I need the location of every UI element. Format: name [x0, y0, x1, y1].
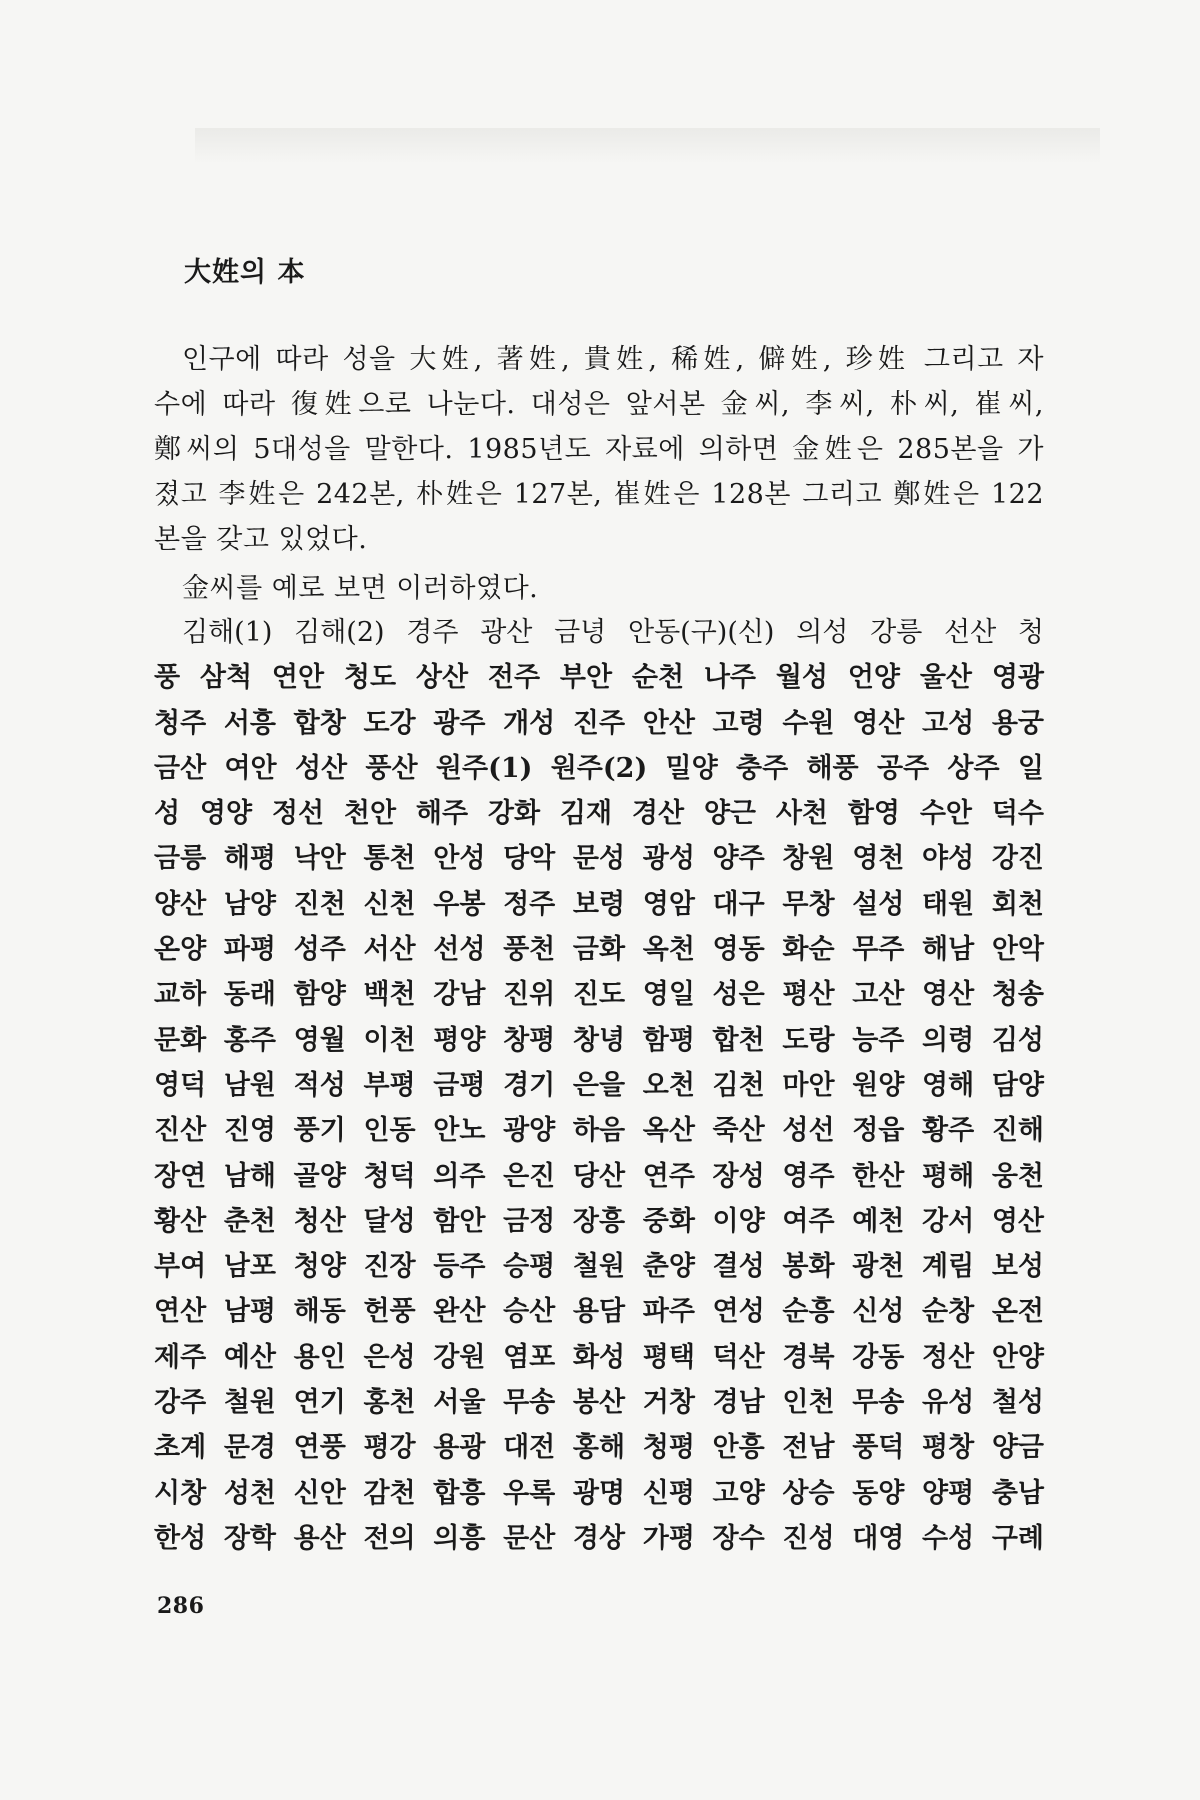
intro-paragraph — [154, 337, 1044, 611]
origin-list-line: 청주 서흥 합창 도강 광주 개성 진주 안산 고령 수원 영산 고성 용궁 — [154, 707, 1044, 739]
origin-list-line: 문화 홍주 영월 이천 평양 창평 창녕 함평 합천 도랑 능주 의령 김성 — [154, 1024, 1044, 1056]
origin-list-line: 황산 춘천 청산 달성 함안 금정 장흥 중화 이양 여주 예천 강서 영산 — [154, 1205, 1044, 1237]
scan-shadow — [195, 128, 1100, 164]
origin-list-line: 온양 파평 성주 서산 선성 풍천 금화 옥천 영동 화순 무주 해남 안악 — [154, 934, 1044, 966]
origin-list-line: 영덕 남원 적성 부평 금평 경기 은을 오천 김천 마안 원양 영해 담양 — [154, 1069, 1044, 1101]
origin-list-line: 부여 남포 청양 진장 등주 승평 철원 춘양 결성 봉화 광천 계림 보성 — [154, 1251, 1044, 1283]
origin-list-line: 제주 예산 용인 은성 강원 염포 화성 평택 덕산 경북 강동 정산 안양 — [154, 1341, 1044, 1373]
origin-list-line: 금릉 해평 낙안 통천 안성 당악 문성 광성 양주 창원 영천 야성 강진 — [154, 843, 1044, 875]
section-title: 大姓의 本 — [184, 257, 306, 288]
page-number: 286 — [157, 1593, 205, 1619]
origin-list-line: 성 영양 정선 천안 해주 강화 김재 경산 양근 사천 함영 수안 덕수 — [154, 798, 1044, 830]
example-intro-line: 金씨를 예로 보면 이러하였다. — [182, 573, 539, 604]
origin-list-line: 진산 진영 풍기 인동 안노 광양 하음 옥산 죽산 성선 정읍 황주 진해 — [154, 1115, 1044, 1147]
origin-list-line: 김해(1) 김해(2) 경주 광산 금녕 안동(구)(신) 의성 강릉 선산 청 — [182, 617, 1044, 648]
origin-list-line: 한성 장학 용산 전의 의흥 문산 경상 가평 장수 진성 대영 수성 구례 — [154, 1522, 1044, 1554]
paragraph-line: 鄭씨의 5대성을 말한다. 1985년도 자료에 의하면 金姓은 285본을 가 — [154, 434, 1044, 465]
clan-origin-list — [154, 610, 1044, 1561]
origin-list-line: 강주 철원 연기 홍천 서울 무송 봉산 거창 경남 인천 무송 유성 철성 — [154, 1387, 1044, 1419]
origin-list-line: 양산 남양 진천 신천 우봉 정주 보령 영암 대구 무창 설성 태원 회천 — [154, 888, 1044, 920]
paragraph-line: 졌고 李姓은 242본, 朴姓은 127본, 崔姓은 128본 그리고 鄭姓은 122 — [154, 479, 1044, 510]
origin-list-line: 초계 문경 연풍 평강 용광 대전 홍해 청평 안흥 전남 풍덕 평창 양금 — [154, 1432, 1044, 1464]
paragraph-line: 인구에 따라 성을 大姓, 著姓, 貴姓, 稀姓, 僻姓, 珍姓 그리고 자 — [182, 344, 1044, 375]
origin-list-line: 연산 남평 해동 헌풍 완산 승산 용담 파주 연성 순흥 신성 순창 온전 — [154, 1296, 1044, 1328]
origin-list-line: 교하 동래 함양 백천 강남 진위 진도 영일 성은 평산 고산 영산 청송 — [154, 979, 1044, 1011]
paragraph-line: 수에 따라 復姓으로 나눈다. 대성은 앞서본 金씨, 李씨, 朴씨, 崔씨, — [154, 389, 1044, 420]
paragraph-line: 본을 갖고 있었다. — [154, 524, 368, 555]
origin-list-line: 장연 남해 골양 청덕 의주 은진 당산 연주 장성 영주 한산 평해 웅천 — [154, 1160, 1044, 1192]
origin-list-line: 금산 여안 성산 풍산 원주(1) 원주(2) 밀양 충주 해풍 공주 상주 일 — [154, 752, 1044, 784]
origin-list-line: 시창 성천 신안 감천 합흥 우록 광명 신평 고양 상승 동양 양평 충남 — [154, 1477, 1044, 1509]
origin-list-line: 풍 삼척 연안 청도 상산 전주 부안 순천 나주 월성 언양 울산 영광 — [154, 662, 1044, 694]
